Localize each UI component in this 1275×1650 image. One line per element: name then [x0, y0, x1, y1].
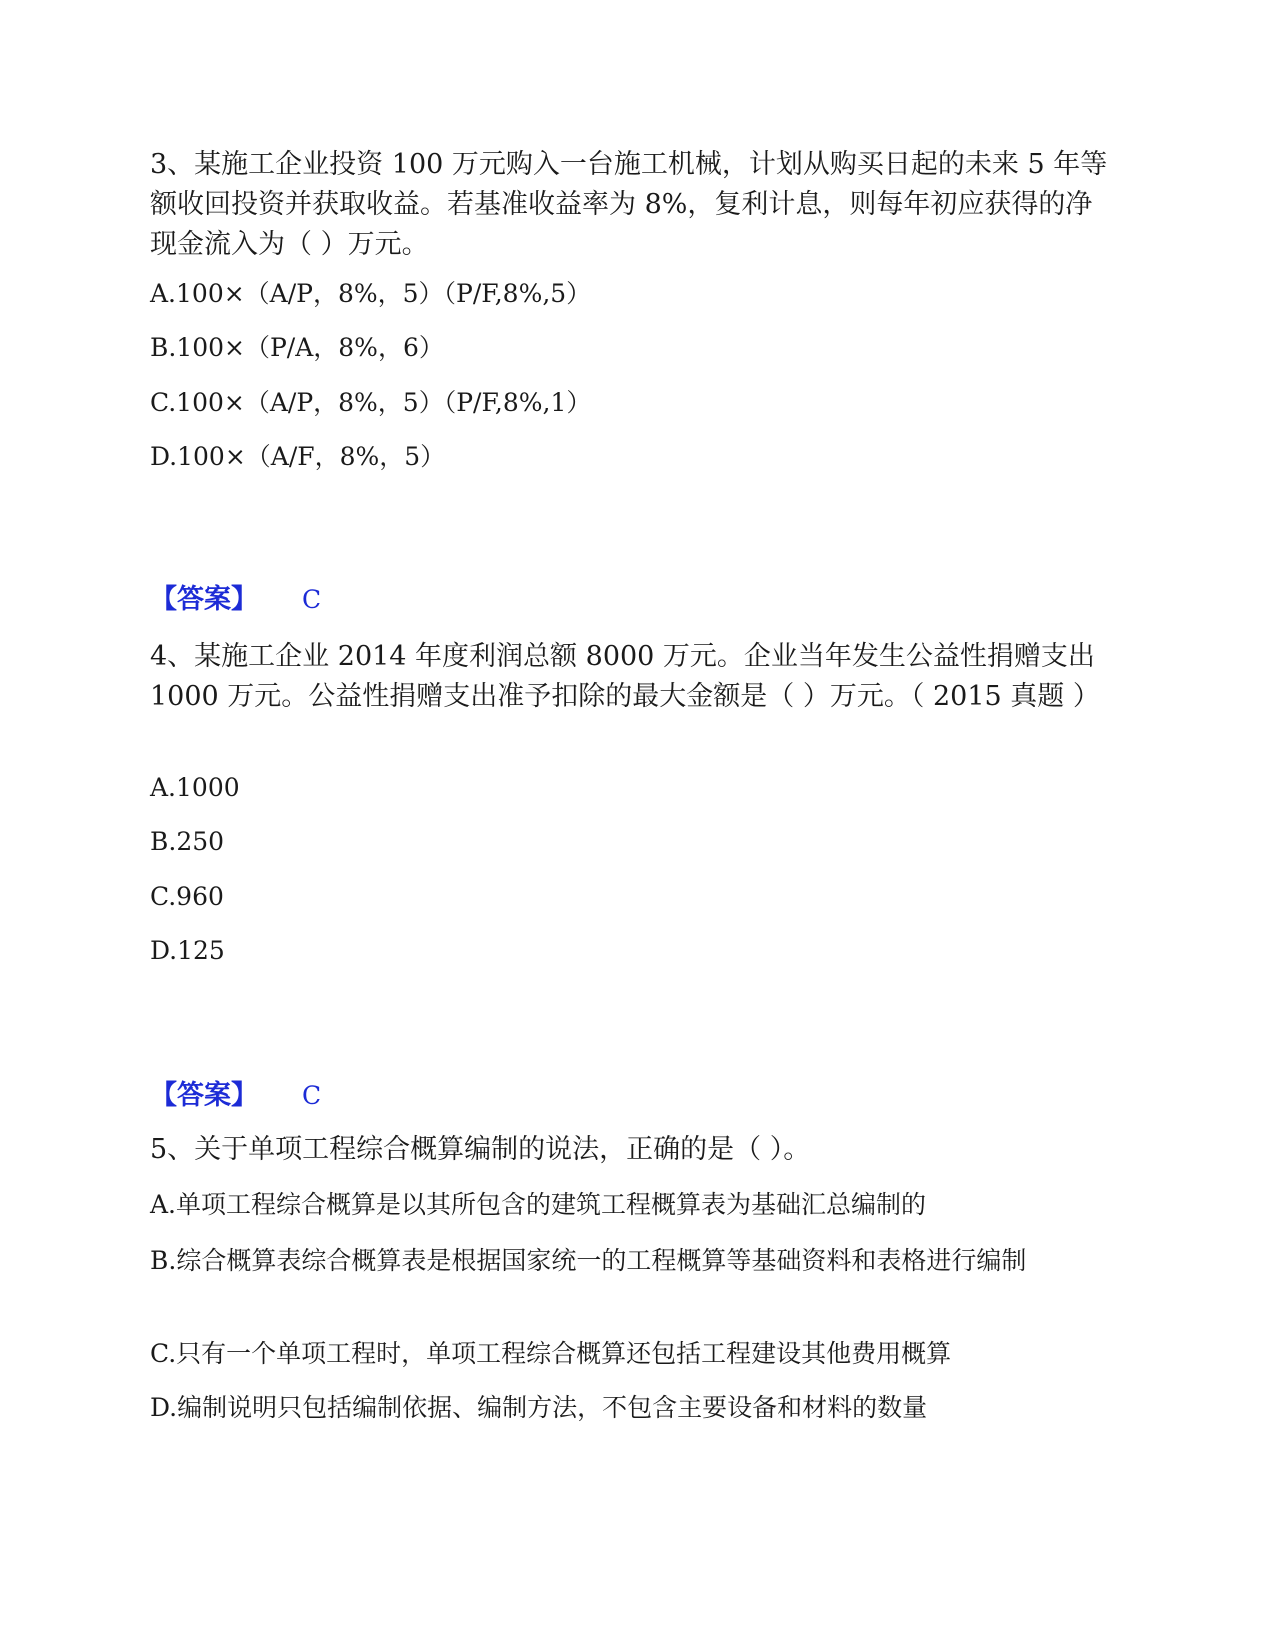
option-c: C.100×（A/P，8%，5）（P/F,8%,1） — [150, 388, 592, 417]
question-stem: 4、某施工企业 2014 年度利润总额 8000 万元。企业当年发生公益性捐赠支出 1000 万元。公益性捐赠支出准予扣除的最大金额是（ ）万元。（ 2015 真题 ） — [150, 641, 1100, 712]
option-a: A.单项工程综合概算是以其所包含的建筑工程概算表为基础汇总编制的 — [150, 1190, 927, 1219]
answer-value: C — [302, 1081, 322, 1110]
option-d: D.编制说明只包括编制依据、编制方法，不包含主要设备和材料的数量 — [150, 1393, 928, 1422]
answer-value: C — [302, 585, 322, 614]
answer-line — [150, 1078, 321, 1114]
option-d: D.125 — [150, 936, 225, 965]
option-b-wrap — [150, 1241, 1080, 1281]
option-b: B.100×（P/A，8%，6） — [150, 333, 444, 362]
question-3 — [150, 145, 1110, 265]
question-stem: 5、关于单项工程综合概算编制的说法，正确的是（ ）。 — [150, 1134, 811, 1165]
option-d: D.100×（A/F，8%，5） — [150, 442, 446, 471]
option-c: C.只有一个单项工程时，单项工程综合概算还包括工程建设其他费用概算 — [150, 1339, 952, 1368]
question-stem: 3、某施工企业投资 100 万元购入一台施工机械，计划从购买日起的未来 5 年等额收回投资并获取收益。若基准收益率为 8%，复利计息，则每年初应获得的净现金流入为（ ）万元。 — [150, 149, 1108, 260]
option-c: C.960 — [150, 882, 224, 911]
answer-label: 【答案】 — [150, 584, 258, 615]
answer-line — [150, 582, 321, 618]
question-4 — [150, 637, 1110, 717]
question-5 — [150, 1130, 1110, 1170]
answer-label: 【答案】 — [150, 1080, 258, 1111]
option-a: A.1000 — [150, 773, 240, 802]
option-b: B.综合概算表综合概算表是根据国家统一的工程概算等基础资料和表格进行编制 — [150, 1246, 1027, 1275]
option-b: B.250 — [150, 827, 225, 856]
option-a: A.100×（A/P，8%，5）（P/F,8%,5） — [150, 279, 592, 308]
